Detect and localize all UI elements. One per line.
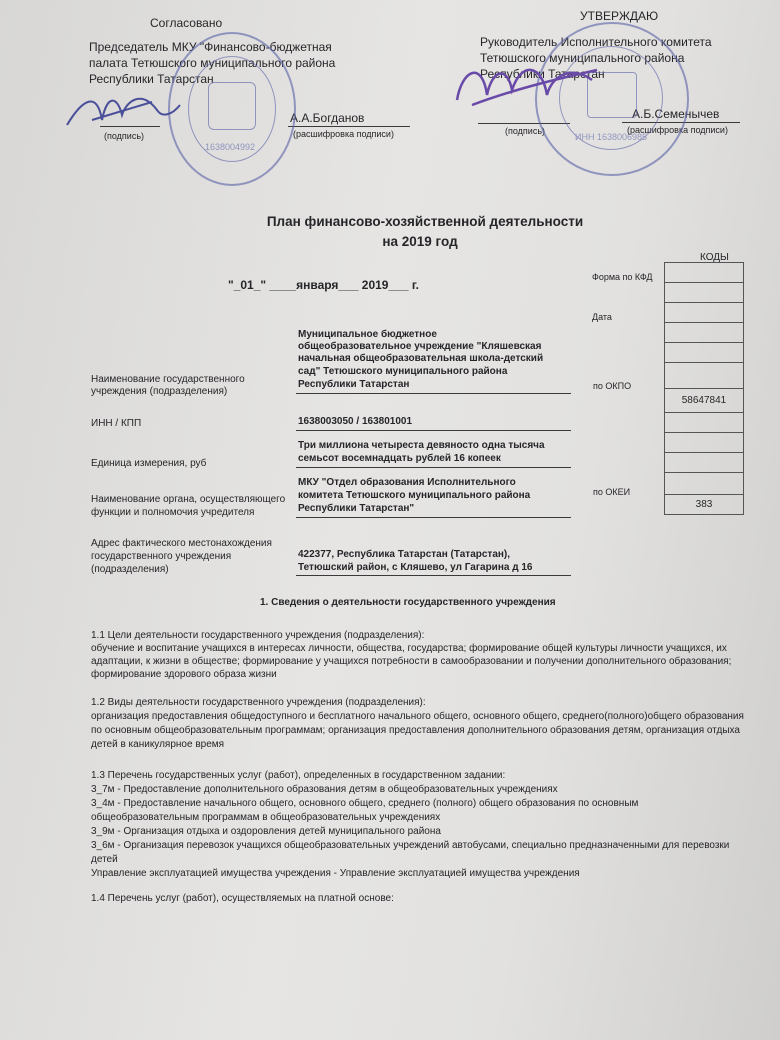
address-value-2: Тетюшский район, с Кляшево, ул Гагарина д 16 (298, 562, 533, 573)
okpo-label: по ОКПО (593, 381, 632, 391)
approve-signature-caption: (подпись) (505, 126, 546, 136)
section-1-title: 1. Сведения о деятельности государственного учреждения (260, 597, 556, 608)
p13-line-8: Управление эксплуатацией имущества учреждения - Управление эксплуатацией имущества учреждения (91, 868, 580, 879)
unit-label: Единица измерения, руб (91, 458, 207, 469)
approve-title: УТВЕРЖДАЮ (580, 9, 659, 23)
p13-line-5: 3_9м - Организация отдыха и оздоровления детей муниципального района (91, 826, 441, 837)
institution-label-2: учреждения (подразделения) (91, 386, 228, 397)
approve-line-2: Тетюшского муниципального района (480, 51, 685, 65)
approve-name: А.Б.Семенычев (632, 107, 720, 121)
p11-line-4: формирование здорового образа жизни (91, 669, 277, 680)
official-stamp-1 (168, 32, 296, 186)
unit-value-2: семьсот восемнадцать рублей 16 копеек (298, 453, 501, 464)
inn-label: ИНН / КПП (91, 418, 142, 429)
p13-line-7: детей (91, 854, 118, 865)
p12-line-4: детей в каникулярное время (91, 739, 225, 750)
p13-line-6: 3_6м - Организация перевозок учащихся общеобразовательных учреждений автобусами, специально предназначенными для перевозки (91, 840, 730, 851)
institution-value-4: сад" Тетюшского муниципального района (298, 366, 508, 377)
signature-2 (452, 50, 602, 120)
plan-title: План финансово-хозяйственной деятельности (266, 214, 584, 229)
date-label: Дата (592, 312, 612, 322)
authority-value-3: Республики Татарстан" (298, 503, 415, 514)
agreed-name-caption: (расшифровка подписи) (293, 129, 394, 139)
authority-value-2: комитета Тетюшского муниципального района (298, 490, 531, 501)
plan-year: на 2019 год (382, 234, 458, 249)
form-kfd-label: Форма по КФД (592, 272, 653, 282)
p12-line-1: 1.2 Виды деятельности государственного учреждения (подразделения): (91, 697, 426, 708)
agreed-signature-caption: (подпись) (104, 131, 145, 141)
institution-value-1: Муниципальное бюджетное (298, 329, 437, 340)
approve-line-3: Республики Татарстан (480, 67, 605, 81)
p14-line: 1.4 Перечень услуг (работ), осуществляемых на платной основе: (91, 893, 394, 904)
agreed-name: А.А.Богданов (290, 111, 365, 125)
p12-line-2: организация предоставления общедоступного и бесплатного начального общего, основного общего, среднего(полного)общего образования (91, 711, 744, 722)
authority-label-1: Наименование органа, осуществляющего (91, 494, 286, 505)
address-label-2: государственного учреждения (91, 551, 232, 562)
institution-label-1: Наименование государственного (91, 374, 245, 385)
p11-line-1: 1.1 Цели деятельности государственного учреждения (подразделения): (91, 630, 425, 641)
stamp-2-number: ИНН 1638006985 (575, 132, 648, 142)
agreed-title: Согласовано (150, 16, 223, 30)
codes-header: КОДЫ (700, 252, 729, 263)
approve-name-caption: (расшифровка подписи) (627, 125, 728, 135)
p13-line-3: 3_4м - Предоставление начального общего, основного общего, среднего (полного) общего образования по основным (91, 798, 639, 809)
agreed-line-1: Председатель МКУ "Финансово-бюджетная (89, 40, 332, 54)
plan-date: "_01_" ____января___ 2019___ г. (228, 278, 419, 292)
institution-value-2: общеобразовательное учреждение "Кляшевская (298, 341, 542, 352)
inn-value: 1638003050 / 163801001 (298, 416, 413, 427)
stamp-1-number: 1638004992 (205, 142, 256, 152)
okei-label: по ОКЕИ (593, 487, 631, 497)
institution-value-5: Республики Татарстан (298, 379, 410, 390)
okei-value: 383 (665, 495, 743, 515)
authority-label-2: функции и полномочия учредителя (91, 507, 255, 518)
address-label-3: (подразделения) (91, 564, 169, 575)
okpo-value: 58647841 (665, 389, 743, 413)
approve-line-1: Руководитель Исполнительного комитета (480, 35, 712, 49)
p11-line-3: адаптации, к жизни в обществе; формирование у учащихся потребности в самообразовании и получении дополнительного образования; (91, 656, 732, 667)
p12-line-3: по основным общеобразовательным программам; организация предоставления дополнительного образования детям, организация отдыха (91, 725, 740, 736)
authority-value-1: МКУ "Отдел образования Исполнительного (298, 477, 516, 488)
unit-value-1: Три миллиона четыреста девяносто одна тысяча (298, 440, 545, 451)
institution-value-3: начальная общеобразовательная школа-детский (298, 353, 544, 364)
address-label-1: Адрес фактического местонахождения (91, 538, 272, 549)
address-value-1: 422377, Республика Татарстан (Татарстан), (298, 549, 511, 560)
p13-line-1: 1.3 Перечень государственных услуг (работ), определенных в государственном задании: (91, 770, 506, 781)
signature-1 (62, 80, 182, 140)
p11-line-2: обучение и воспитание учащихся в интересах личности, общества, государства; формирование общей культуры личности учащихся, их (91, 643, 727, 654)
p13-line-2: 3_7м - Предоставление дополнительного образования детям в общеобразовательных учреждениях (91, 784, 558, 795)
agreed-line-3: Республики Татарстан (89, 72, 214, 86)
p13-line-4: общеобразовательным программам в общеобразовательных учреждениях (91, 812, 441, 823)
agreed-line-2: палата Тетюшского муниципального района (89, 56, 336, 70)
codes-table (664, 262, 744, 515)
